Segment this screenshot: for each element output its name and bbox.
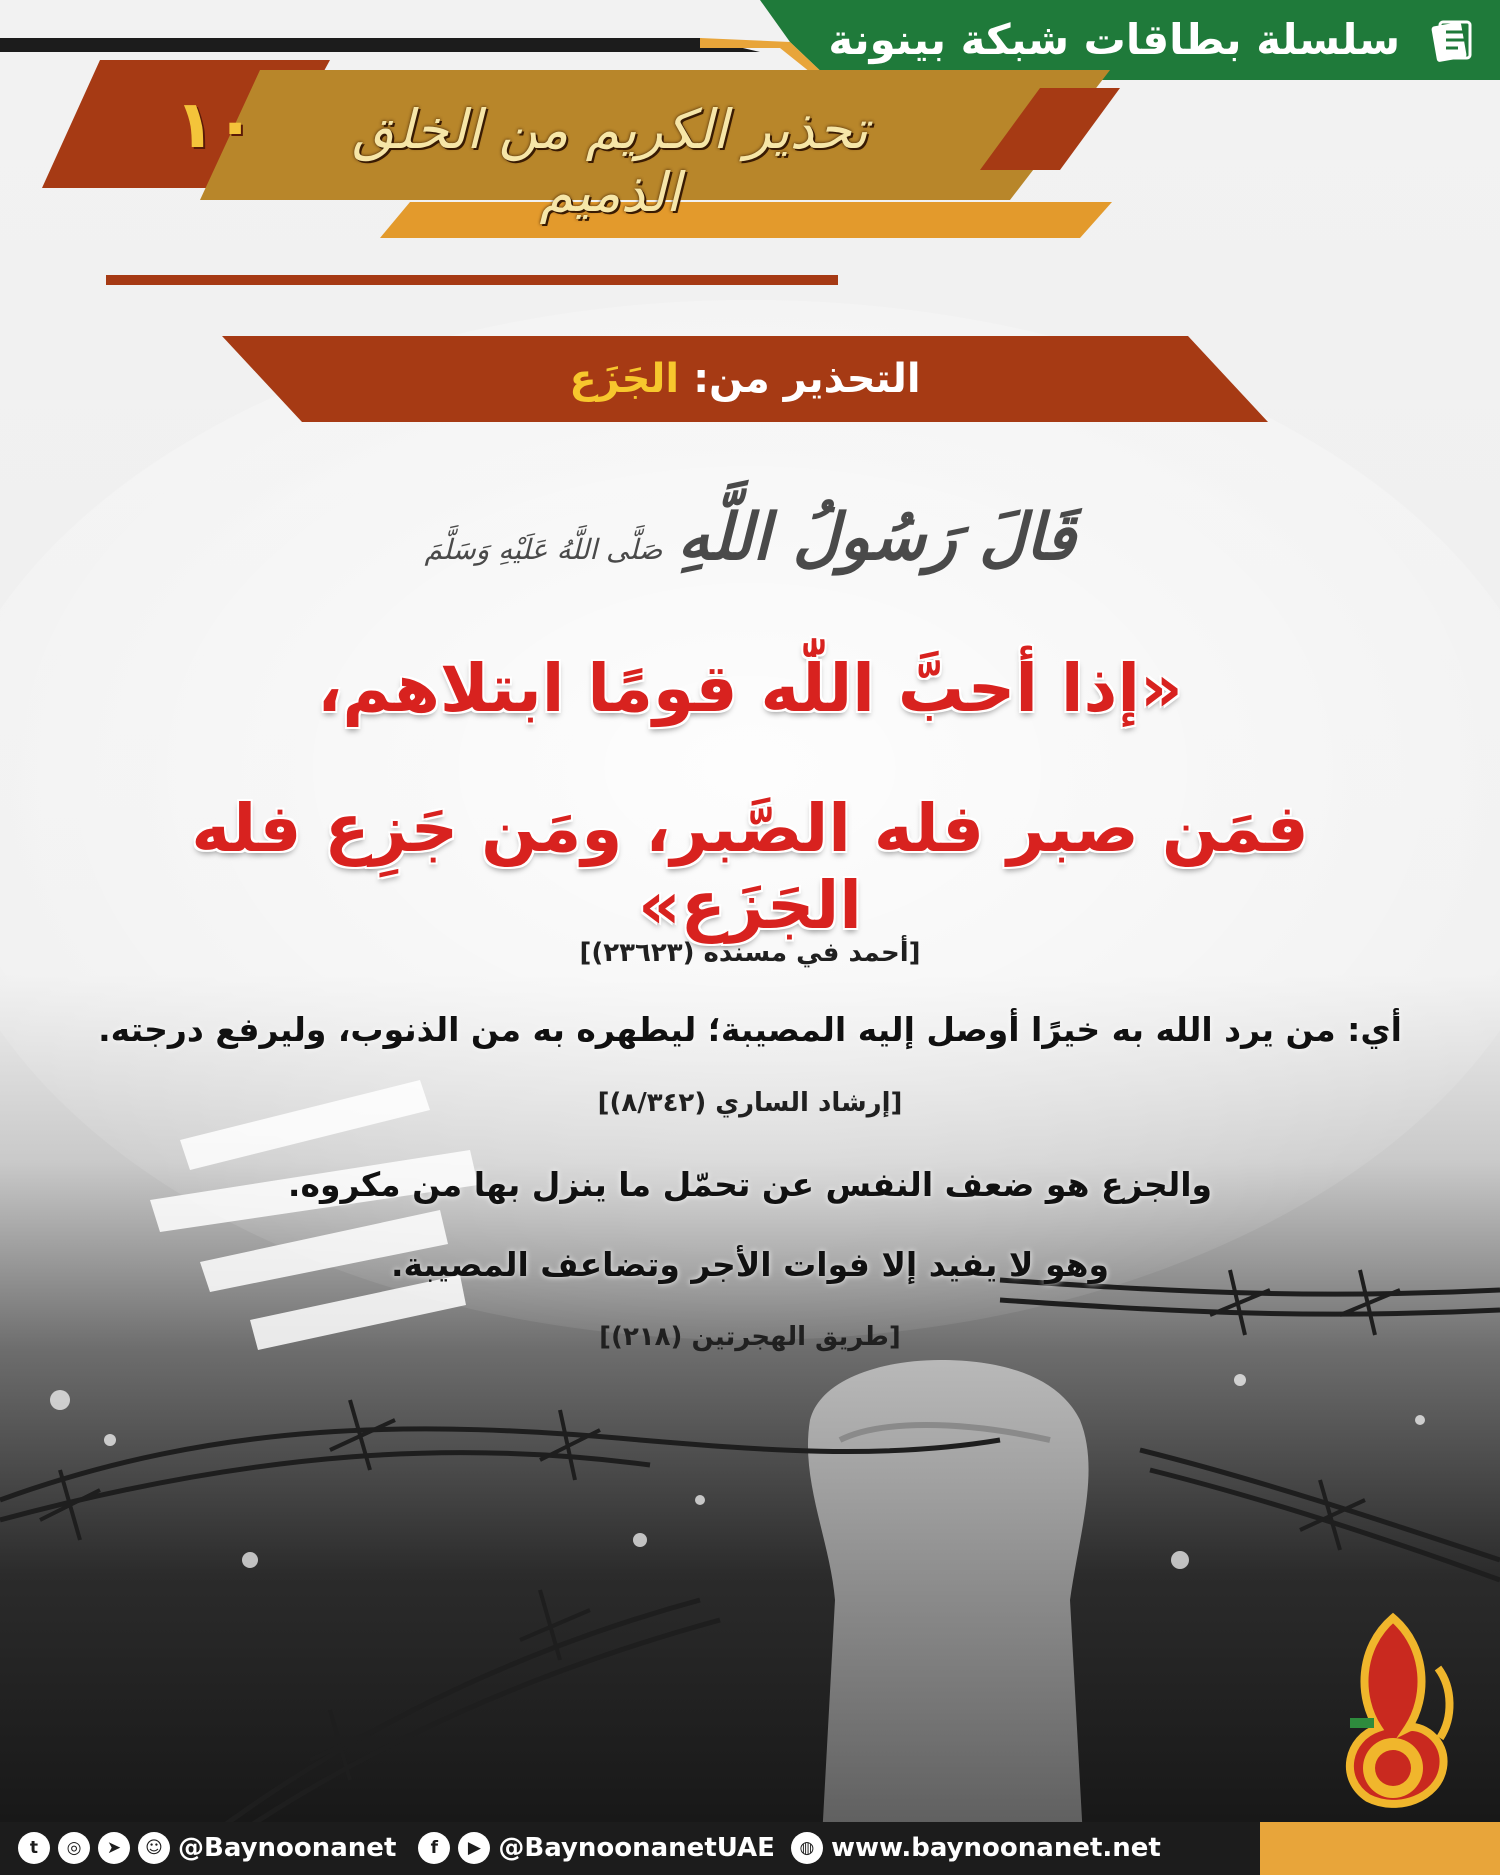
instagram-icon[interactable]: ◎ [58, 1832, 90, 1864]
explanation-text: أي: من يرد الله به خيرًا أوصل إليه المصيبة؛ ليطهره به من الذنوب، وليرفع درجته. [98, 1010, 1402, 1049]
snapchat-icon[interactable]: ☺ [138, 1832, 170, 1864]
definition-line-2: وهو لا يفيد إلا فوات الأجر وتضاعف المصيبة. [390, 1245, 1110, 1284]
definition-reference: [طريق الهجرتين (٢١٨)] [599, 1322, 901, 1352]
barbed-wire [0, 1280, 1500, 1875]
topic-label: التحذير من: [693, 356, 921, 402]
card-number: ١٠ [174, 86, 256, 163]
baynoona-logo [1318, 1608, 1468, 1813]
topic-highlight: الجَزَع [569, 356, 680, 402]
handle-baynoonanetuae[interactable]: @BaynoonanetUAE [498, 1833, 775, 1863]
prophet-intro [380, 500, 1120, 575]
prophet-said: قَالَ رَسُولُ اللَّهِ [677, 500, 1076, 575]
hadith-line-2: فمَن صبر فله الصَّبر، ومَن جَزِع فله الجَزَع» [191, 790, 1309, 944]
telegram-icon[interactable]: ➤ [98, 1832, 130, 1864]
handle-baynoonanet[interactable]: @Baynoonanet [178, 1833, 397, 1863]
definition-line-1: والجزع هو ضعف النفس عن تحمّل ما ينزل بها من مكروه. [287, 1165, 1213, 1204]
facebook-icon[interactable]: f [418, 1832, 450, 1864]
globe-icon[interactable]: ◍ [791, 1832, 823, 1864]
explanation-reference: [إرشاد الساري (٨/٣٤٢)] [597, 1088, 903, 1118]
calligraphy-title: تحذير الكريم من الخلق الذميم [352, 98, 868, 224]
hadith-line-1: «إذا أحبَّ اللّٰه قومًا ابتلاهم، [317, 650, 1183, 727]
honorific: صَلَّى اللَّهُ عَلَيْهِ وَسَلَّمَ [424, 533, 663, 566]
twitter-icon[interactable]: t [18, 1832, 50, 1864]
footer-links [18, 1826, 1161, 1870]
series-title: سلسلة بطاقات شبكة بينونة [828, 15, 1400, 64]
fist-silhouette [808, 1360, 1089, 1875]
topic-heading [222, 336, 1268, 422]
youtube-icon[interactable]: ▶ [458, 1832, 490, 1864]
hadith-reference: [أحمد في مسنده (٢٣٦٢٣)] [579, 938, 921, 968]
website-link[interactable]: www.baynoonanet.net [830, 1833, 1161, 1863]
